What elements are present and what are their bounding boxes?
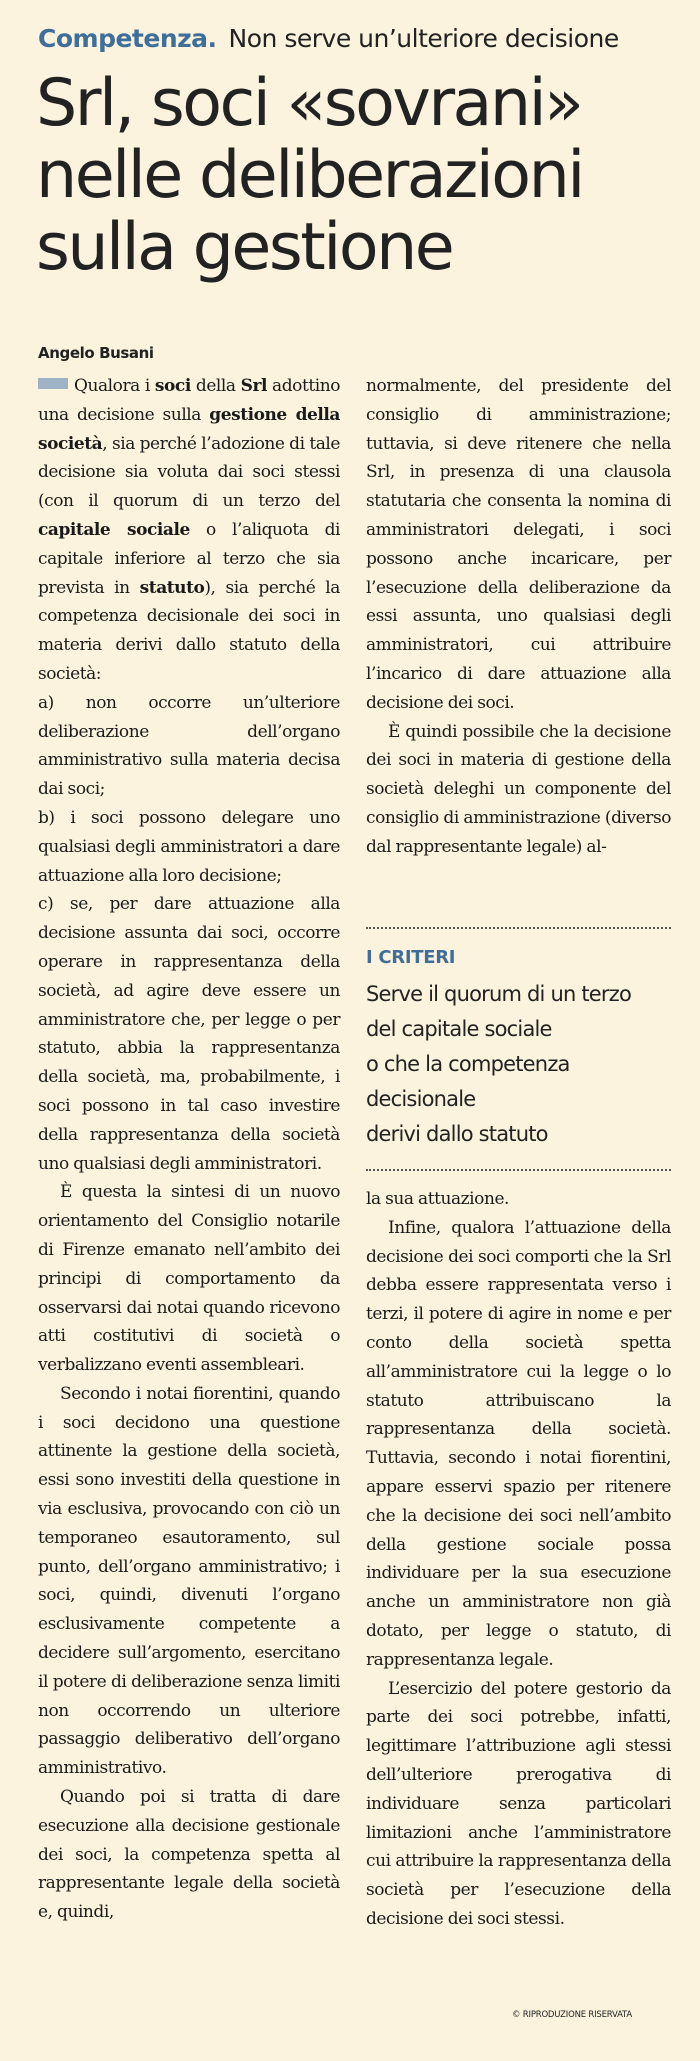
article-column-1 bbox=[38, 372, 340, 1927]
byline: Angelo Busani bbox=[38, 344, 154, 362]
criteria-box-title: I CRITERI bbox=[366, 947, 456, 968]
paragraph: È quindi possibile che la decisione dei soci in materia di gestione della società deleghi un componente del consiglio di amministrazione (diverso dal rappresentante legale) al- bbox=[366, 721, 671, 857]
paragraph: normalmente, del presidente del consiglio di amministrazione; tuttavia, si deve ritenere che nella Srl, in presenza di una clausola statutaria che consenta la nomina di amministratori delegati, i soci possono anche incaricare, per l’esecuzione della deliberazione da essi assunta, uno qualsiasi degli amministratori, cui attribuire l’incarico di dare attuazione alla decisione dei soci. bbox=[366, 376, 671, 713]
paragraph: Secondo i notai fiorentini, quando i soci decidono una questione attinente la gestione della società, essi sono investiti della questione in via esclusiva, provocando con ciò un temporaneo esautoramento, sul punto, dell’organo amministrativo; i soci, quindi, divenuti l’organo esclusivamente competente a decidere sull’argomento, esercitano il potere di deliberazione senza limiti non occorrendo un ulteriore passaggio deliberativo dell’organo amministrativo. bbox=[38, 1383, 340, 1779]
criteria-box-text bbox=[366, 977, 671, 1152]
headline-line-3: sulla gestione bbox=[36, 210, 453, 285]
paragraph: a) non occorre un’ulteriore deliberazione dell’organo amministrativo sulla materia decisa dai soci; bbox=[38, 692, 340, 800]
criteria-line: o che la competenza bbox=[366, 1052, 570, 1076]
paragraph: c) se, per dare attuazione alla decisione assunta dai soci, occorre operare in rappresentanza della società, ad agire deve essere un amministratore che, per legge o per statuto, abbia la rappresentanza della società, ma, probabilmente, i soci possono in tal caso investire della rappresentanza della società uno qualsiasi degli amministratori. bbox=[38, 894, 340, 1174]
kicker bbox=[38, 24, 619, 53]
lead-paragraph: Qualora i soci della Srl adottino una decisione sulla gestione della società, sia perché l’adozione di tale decisione sia voluta dai soci stessi (con il quorum di un terzo del capitale sociale o l’aliquota di capitale inferiore al terzo che sia prevista in statuto), sia perché la competenza decisionale dei soci in materia derivi dallo statuto della società: bbox=[38, 376, 340, 684]
paragraph: Infine, qualora l’attuazione della decisione dei soci comporti che la Srl debba essere rappresentata verso i terzi, il potere di agire in nome e per conto della società spetta all’amministratore cui la legge o lo statuto attribuiscano la rappresentanza della società. Tuttavia, secondo i notai fiorentini, appare esservi spazio per ritenere che la decisione dei soci nell’ambito della gestione sociale possa individuare per la sua esecuzione anche un amministratore non già dotato, per legge o statuto, di rappresentanza legale. bbox=[366, 1217, 671, 1670]
criteria-line: del capitale sociale bbox=[366, 1017, 552, 1041]
headline-line-2: nelle deliberazioni bbox=[36, 138, 583, 213]
headline bbox=[36, 68, 686, 284]
headline-line-1: Srl, soci «sovrani» bbox=[36, 66, 582, 141]
criteria-line: derivi dallo statuto bbox=[366, 1122, 548, 1146]
article-column-2-bottom bbox=[366, 1185, 671, 1934]
paragraph: b) i soci possono delegare uno qualsiasi degli amministratori a dare attuazione alla loro decisione; bbox=[38, 807, 340, 886]
kicker-label: Competenza. bbox=[38, 24, 217, 53]
article-column-2-top bbox=[366, 372, 671, 862]
paragraph: Quando poi si tratta di dare esecuzione alla decisione gestionale dei soci, la competenza spetta al rappresentante legale della società e, quindi, bbox=[38, 1787, 340, 1923]
copyright-notice: © RIPRODUZIONE RISERVATA bbox=[512, 2010, 632, 2020]
paragraph: L’esercizio del potere gestorio da parte dei soci potrebbe, infatti, legittimare l’attribuzione agli stessi dell’ulteriore prerogativa di individuare senza particolari limitazioni anche l’amministratore cui attribuire la rappresentanza della società per l’esecuzione della decisione dei soci stessi. bbox=[366, 1678, 671, 1929]
criteria-box bbox=[366, 927, 671, 1171]
kicker-text: Non serve un’ulteriore decisione bbox=[228, 24, 619, 53]
paragraph: la sua attuazione. bbox=[366, 1189, 510, 1209]
criteria-line: decisionale bbox=[366, 1087, 476, 1111]
criteria-line: Serve il quorum di un terzo bbox=[366, 982, 632, 1006]
lead-marker-icon bbox=[38, 378, 68, 389]
paragraph: È questa la sintesi di un nuovo orientamento del Consiglio notarile di Firenze emanato nell’ambito dei principi di comportamento da osservarsi dai notai quando ricevono atti costitutivi di società o verbalizzano eventi assembleari. bbox=[38, 1182, 340, 1376]
